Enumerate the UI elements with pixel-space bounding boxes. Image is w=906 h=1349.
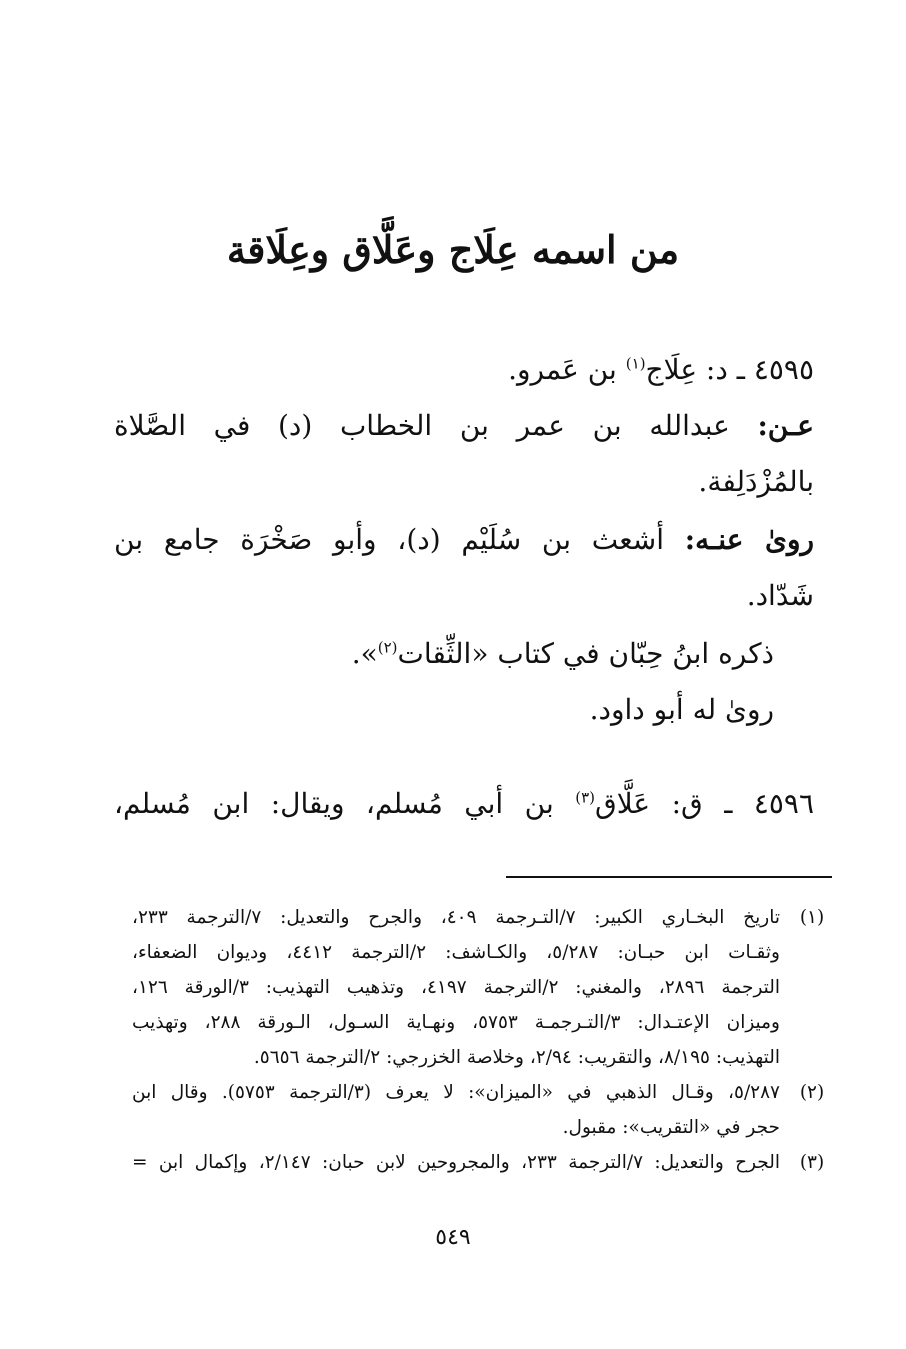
- section-heading: من اسمه عِلَاج وعَلَّاق وعِلَاقة: [226, 227, 680, 272]
- page-number: ٥٤٩: [435, 1225, 471, 1250]
- footnote-line: ٥/٢٨٧، وقـال الذهبي في «الميزان»: لا يعرف (٣/الترجمة ٥٧٥٣). وقال ابن: [132, 1082, 780, 1103]
- rawa-text: أشعث بن سُلَيْم (د)، وأبو صَخْرَة جامع بن: [114, 523, 685, 556]
- entry-4596: [114, 776, 814, 832]
- entry-4595-an-line-2: بالمُزْدَلِفة.: [698, 465, 814, 498]
- footnote-number: (١): [799, 907, 825, 928]
- footnote-line: الجرح والتعديل: ٧/الترجمة ٢٣٣، والمجروحين لابن حبان: ٢/١٤٧، وإكمال ابن =: [132, 1152, 780, 1173]
- entry-4595-father: بن عَمرو.: [508, 353, 626, 386]
- footnote-number: (٢): [799, 1082, 825, 1103]
- entry-4595-name: ٤٥٩٥ ـ د: عِلَاج: [645, 353, 814, 386]
- footnote-line: تاريخ البخـاري الكبير: ٧/التـرجمة ٤٠٩، والجرح والتعديل: ٧/الترجمة ٢٣٣،: [132, 907, 780, 928]
- entry-4595-an-line: [114, 398, 814, 454]
- footnote-ref-2[interactable]: (٢): [377, 638, 398, 657]
- dhikr-text: ذكره ابنُ حِبّان في كتاب «الثِّقات: [397, 637, 774, 670]
- footnote-line: الترجمة ٢٨٩٦، والمغني: ٢/الترجمة ٤١٩٧، وتذهيب التهذيب: ٣/الورقة ١٢٦،: [132, 977, 780, 998]
- footnote-ref-1[interactable]: (١): [625, 354, 646, 373]
- dhikr-close: ».: [351, 637, 378, 670]
- entry-4596-name: ٤٥٩٦ ـ ق: عَلَّاق: [595, 787, 814, 820]
- footnote-line: التهذيب: ٨/١٩٥، والتقريب: ٢/٩٤، وخلاصة الخزرجي: ٢/الترجمة ٥٦٥٦.: [253, 1047, 780, 1068]
- entry-4596-title: [114, 776, 814, 832]
- an-text: عبدالله بن عمر بن الخطاب (د) في الصَّلاة: [114, 409, 758, 442]
- footnote-ref-3[interactable]: (٣): [575, 788, 595, 807]
- an-label: عـن:: [757, 409, 814, 442]
- entry-4595-rawa-line-2: شَدّاد.: [746, 579, 814, 612]
- rawa-label: روىٰ عنـه:: [684, 523, 814, 556]
- footnote-1: [132, 900, 832, 1075]
- footnote-3: [132, 1145, 832, 1180]
- entry-4596-father: بن أبي مُسلم، ويقال: ابن مُسلم،: [114, 787, 576, 820]
- entry-4595-dhikr-line: [114, 626, 814, 682]
- footnote-separator: [506, 876, 832, 878]
- footnote-line: وميزان الإعتـدال: ٣/التـرجمـة ٥٧٥٣، ونهـاية السـول، الـورقة ٢٨٨، وتهذيب: [132, 1012, 780, 1033]
- footnote-line: حجر في «التقريب»: مقبول.: [562, 1117, 780, 1138]
- footnote-number: (٣): [799, 1152, 825, 1173]
- entry-4595: [114, 342, 814, 738]
- footnotes: [132, 900, 832, 1180]
- footnote-2: [132, 1075, 832, 1145]
- entry-4595-title: [114, 342, 814, 398]
- entry-4595-rawa-line: [114, 512, 814, 568]
- footnote-line: وثقـات ابن حبـان: ٥/٢٨٧، والكـاشف: ٢/الترجمة ٤٤١٢، وديوان الضعفاء،: [132, 942, 780, 963]
- entry-4595-rawa-lahu: روىٰ له أبو داود.: [589, 693, 774, 726]
